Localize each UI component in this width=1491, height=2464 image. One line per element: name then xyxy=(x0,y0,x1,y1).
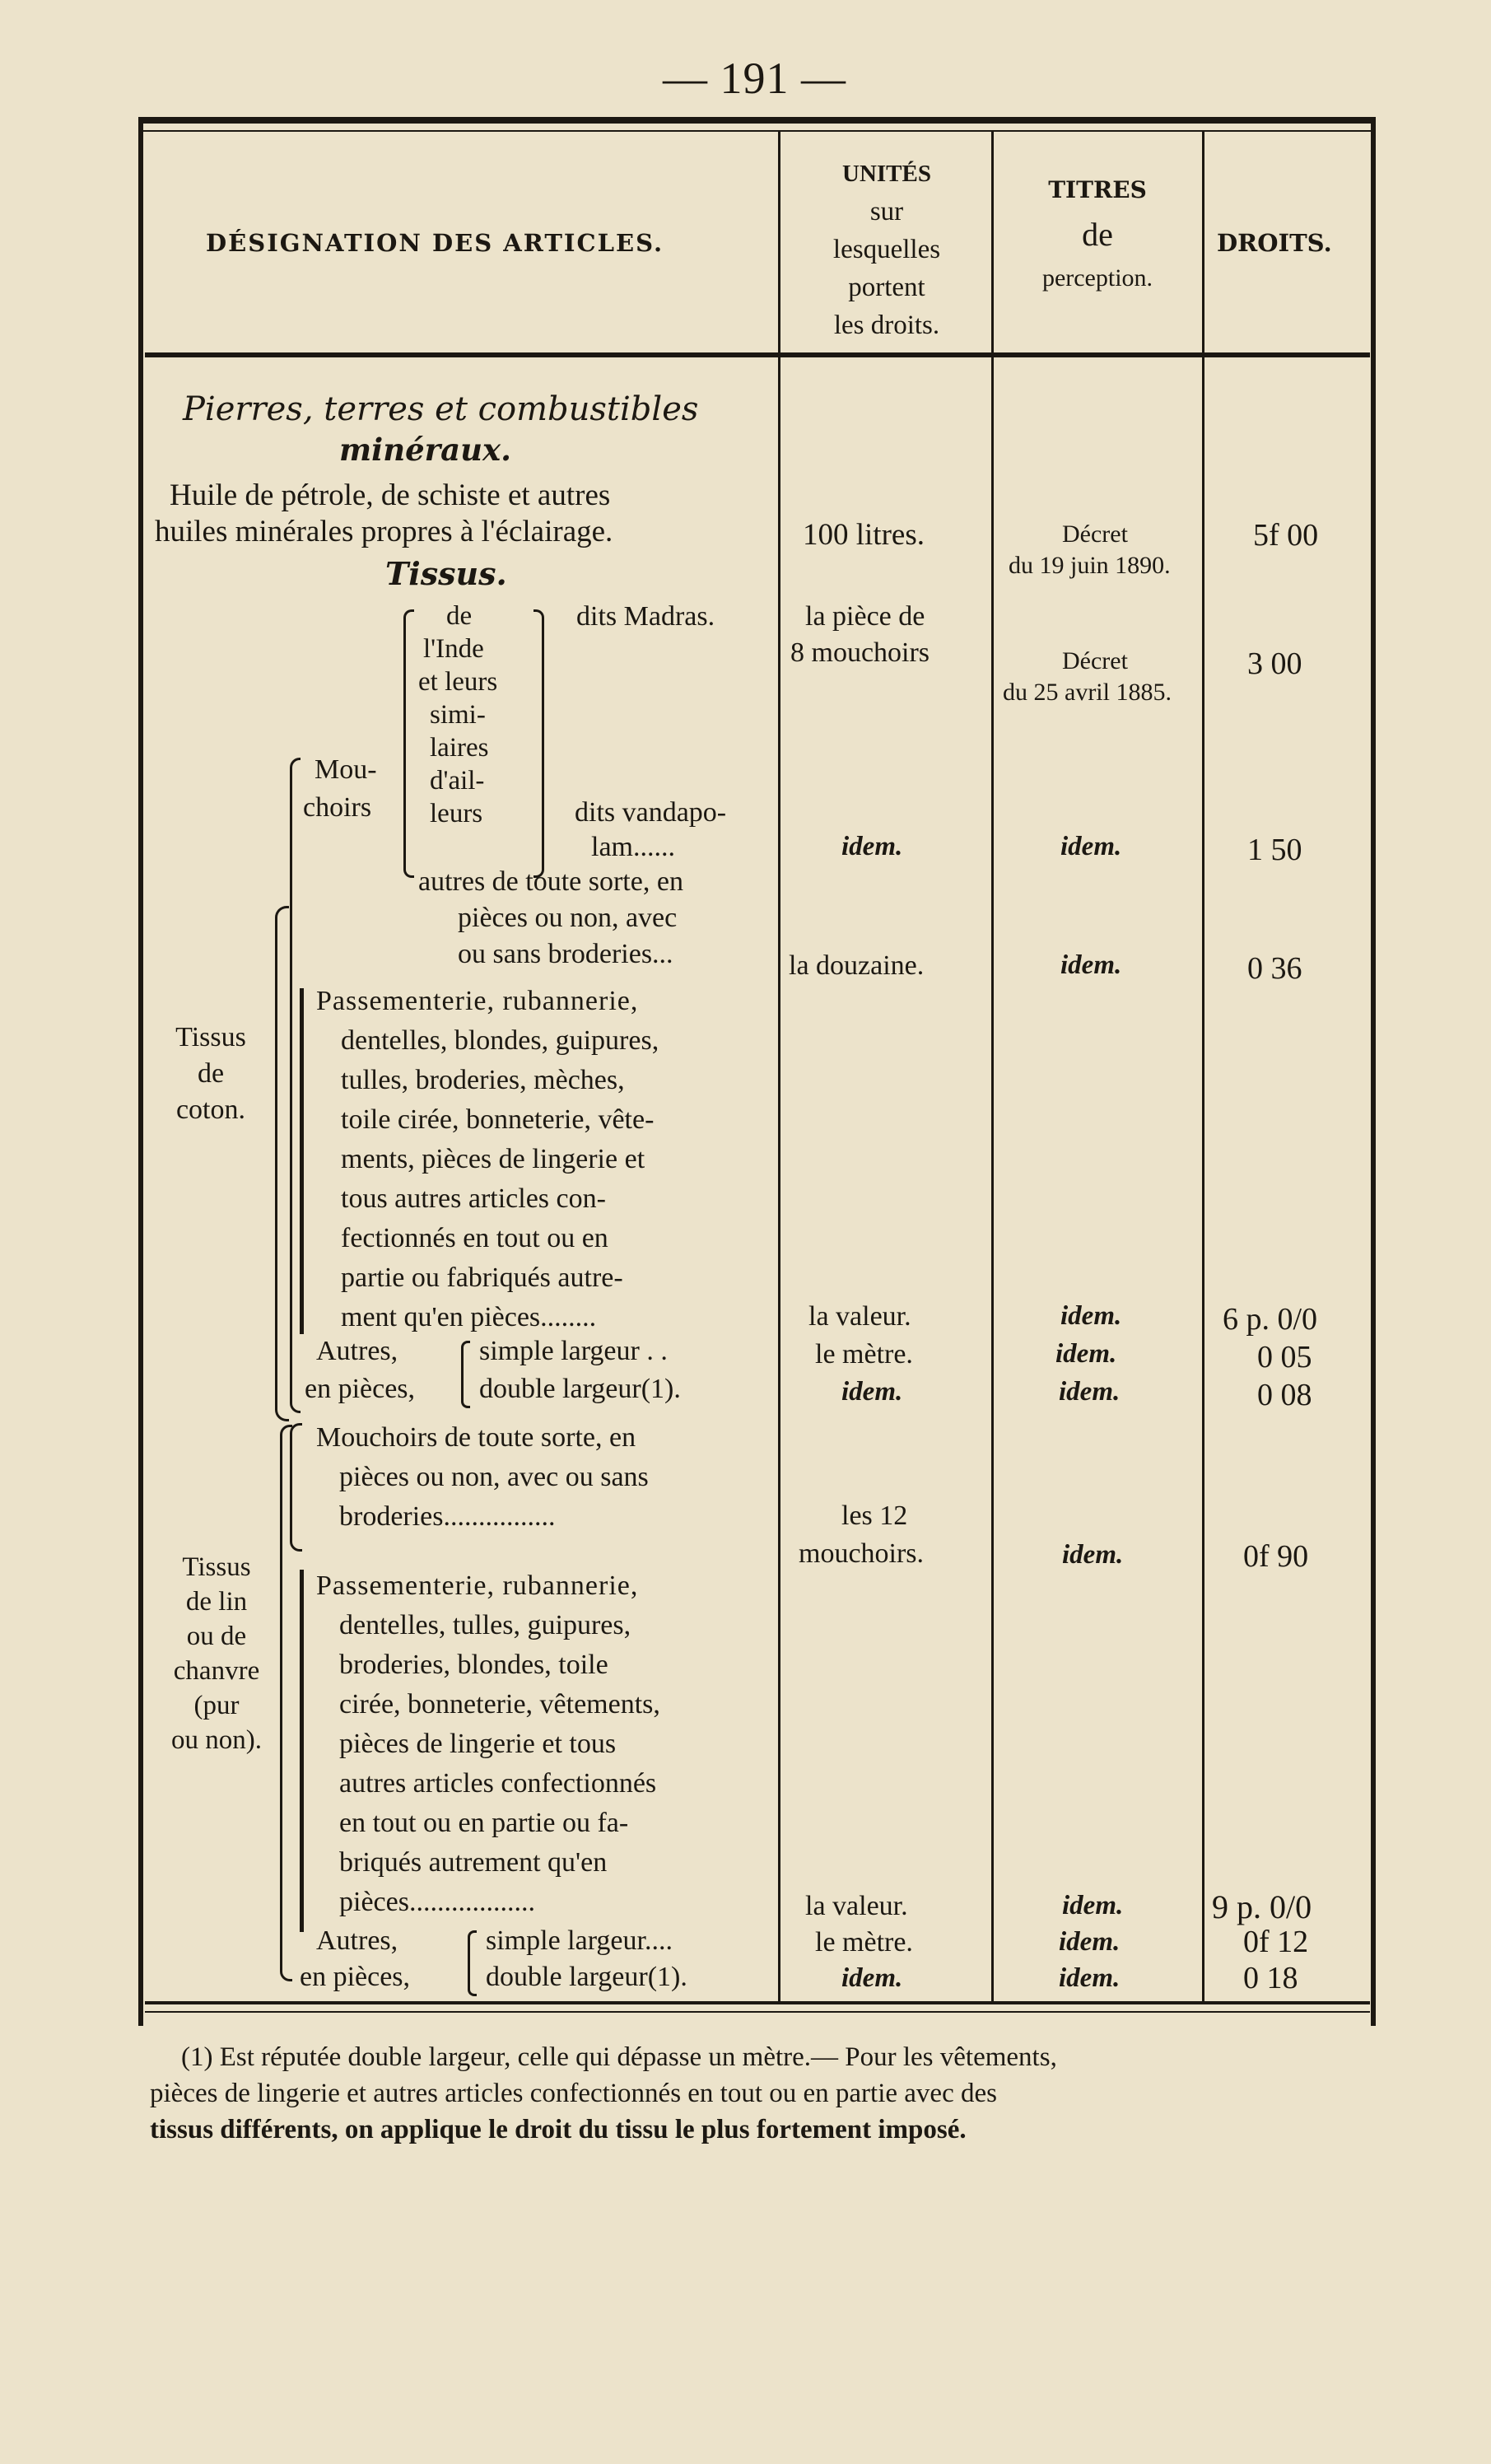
linen-mouchoirs-line: broderies................ xyxy=(339,1501,556,1532)
cotton-passementerie-line: dentelles, blondes, guipures, xyxy=(341,1025,659,1056)
linen-group-line: (pur xyxy=(193,1691,240,1720)
linen-duty: 0f 12 xyxy=(1243,1925,1309,1959)
header-titles-line: de xyxy=(1082,216,1113,253)
inde-line: simi- xyxy=(430,700,486,730)
cotton-passementerie-line: Passementerie, rubannerie, xyxy=(316,986,639,1016)
header-duties: DROITS. xyxy=(1217,229,1332,257)
footnote-line: (1) Est réputée double largeur, celle qui dépasse un mètre.— Pour les vêtements, xyxy=(181,2042,1057,2072)
header-units-line: UNITÉS xyxy=(842,161,931,187)
cotton-title: idem. xyxy=(1060,1301,1122,1331)
autres-mouchoirs: autres de toute sorte, en xyxy=(418,866,683,897)
cotton-title: idem. xyxy=(1055,1339,1117,1369)
cotton-unit: 8 mouchoirs xyxy=(790,637,930,668)
linen-unit: mouchoirs. xyxy=(799,1538,925,1569)
cotton-autres: en pièces, xyxy=(305,1374,416,1404)
section1-unit: 100 litres. xyxy=(803,518,925,552)
header-units-line: les droits. xyxy=(833,310,940,340)
cotton-unit: la pièce de xyxy=(805,601,925,632)
linen-unit: idem. xyxy=(841,1963,903,1993)
cotton-duty: 6 p. 0/0 xyxy=(1223,1302,1318,1337)
linen-title: idem. xyxy=(1059,1963,1121,1993)
linen-passementerie-line: pièces de lingerie et tous xyxy=(339,1729,617,1759)
cotton-title: Décret xyxy=(1062,647,1128,674)
cotton-duty: 0 36 xyxy=(1247,951,1302,986)
brace-cotton xyxy=(275,906,289,1421)
linen-passementerie-line: dentelles, tulles, guipures, xyxy=(339,1610,631,1640)
autres-mouchoirs: ou sans broderies... xyxy=(458,939,673,969)
linen-passementerie-line: Passementerie, rubannerie, xyxy=(316,1570,639,1601)
linen-passementerie-bar xyxy=(300,1570,304,1932)
section1-heading: Pierres, terres et combustibles xyxy=(183,390,699,428)
linen-simple-largeur: simple largeur.... xyxy=(486,1925,673,1956)
cotton-unit: la douzaine. xyxy=(789,950,925,981)
cotton-duty: 0 08 xyxy=(1257,1378,1312,1412)
inde-line: de xyxy=(446,601,473,631)
linen-group-line: ou non). xyxy=(171,1725,262,1755)
cotton-unit: idem. xyxy=(841,832,903,861)
autres-mouchoirs: pièces ou non, avec xyxy=(458,903,678,933)
header-units-line: lesquelles xyxy=(832,235,941,264)
linen-passementerie-line: en tout ou en partie ou fa- xyxy=(339,1808,629,1838)
cotton-title: idem. xyxy=(1059,1377,1121,1407)
header-titles-line: TITRES xyxy=(1048,176,1147,203)
section1-title: Décret xyxy=(1062,520,1128,548)
linen-group-line: chanvre xyxy=(173,1656,260,1686)
linen-passementerie-line: briqués autrement qu'en xyxy=(339,1847,608,1878)
linen-passementerie-line: cirée, bonneterie, vêtements, xyxy=(339,1689,660,1720)
vandapolam-label: lam...... xyxy=(591,832,675,862)
cotton-title: idem. xyxy=(1060,950,1122,980)
linen-passementerie xyxy=(316,1566,660,1922)
linen-passementerie-line: autres articles confectionnés xyxy=(339,1768,657,1799)
cotton-duty: 1 50 xyxy=(1247,833,1302,867)
linen-mouchoirs-line: pièces ou non, avec ou sans xyxy=(339,1462,649,1492)
cotton-unit: la valeur. xyxy=(808,1301,911,1332)
inde-line: l'Inde xyxy=(423,634,484,664)
linen-passementerie-line: broderies, blondes, toile xyxy=(339,1650,608,1680)
cotton-duty: 3 00 xyxy=(1247,646,1302,681)
linen-autres: Autres, xyxy=(316,1925,398,1956)
linen-group-line: ou de xyxy=(186,1622,247,1651)
vandapolam-label: dits vandapo- xyxy=(575,797,727,828)
cotton-passementerie-line: toile cirée, bonneterie, vête- xyxy=(341,1104,655,1135)
cotton-passementerie xyxy=(316,982,659,1337)
cotton-passementerie-bar xyxy=(300,988,304,1334)
header-titles-line: perception. xyxy=(1041,264,1153,292)
linen-double-largeur: double largeur(1). xyxy=(486,1962,687,1992)
linen-title: idem. xyxy=(1062,1891,1124,1920)
brace-inde-left xyxy=(403,609,414,878)
linen-duty: 9 p. 0/0 xyxy=(1212,1888,1312,1925)
linen-group-line: de lin xyxy=(185,1587,248,1617)
cotton-unit: le mètre. xyxy=(815,1339,913,1370)
linen-mouchoirs xyxy=(316,1418,649,1537)
inde-block xyxy=(418,600,497,830)
linen-unit: la valeur. xyxy=(805,1891,908,1921)
linen-autres: en pièces, xyxy=(300,1962,411,1992)
brace-inde-right xyxy=(533,609,544,878)
cotton-simple-largeur: simple largeur . . xyxy=(479,1336,668,1366)
cotton-group-line: de xyxy=(197,1058,225,1089)
cotton-duty: 0 05 xyxy=(1257,1340,1312,1374)
cotton-passementerie-line: ments, pièces de lingerie et xyxy=(341,1144,645,1174)
mouchoirs-label: Mou- xyxy=(315,754,377,785)
cotton-passementerie-line: fectionnés en tout ou en xyxy=(341,1223,608,1253)
header-units-line: portent xyxy=(848,273,925,302)
cotton-group-label xyxy=(161,1020,260,1128)
cotton-passementerie-line: ment qu'en pièces........ xyxy=(341,1302,597,1332)
linen-passementerie-line: pièces.................. xyxy=(339,1887,535,1917)
brace-linen xyxy=(280,1425,292,1981)
cotton-unit: idem. xyxy=(841,1377,903,1407)
inde-line: laires xyxy=(430,733,489,763)
cotton-title: idem. xyxy=(1060,832,1122,861)
brace-cotton-widths xyxy=(461,1341,470,1408)
section1-article: Huile de pétrole, de schiste et autres xyxy=(170,478,611,512)
linen-mouchoirs-line: Mouchoirs de toute sorte, en xyxy=(316,1422,636,1453)
cotton-group-line: coton. xyxy=(175,1094,246,1125)
linen-duty: 0f 90 xyxy=(1243,1539,1309,1574)
footnote-line: tissus différents, on applique le droit du tissu le plus fortement imposé. xyxy=(150,2115,967,2144)
header-titles xyxy=(995,169,1200,299)
cotton-group-line: Tissus xyxy=(175,1022,246,1052)
header-units-line: sur xyxy=(869,197,904,226)
cotton-passementerie-line: tulles, broderies, mèches, xyxy=(341,1065,625,1095)
section2-heading: Tissus. xyxy=(385,555,507,592)
linen-duty: 0 18 xyxy=(1243,1961,1298,1995)
footnote xyxy=(140,2039,1367,2148)
linen-unit: les 12 xyxy=(841,1500,908,1531)
footnote-line: pièces de lingerie et autres articles confectionnés en tout ou en partie avec des xyxy=(150,2079,997,2108)
section1-title: du 19 juin 1890. xyxy=(1009,552,1171,579)
cotton-autres: Autres, xyxy=(316,1336,398,1366)
cotton-passementerie-line: partie ou fabriqués autre- xyxy=(341,1262,623,1293)
inde-line: leurs xyxy=(430,799,483,828)
section1-heading: minéraux. xyxy=(339,432,511,468)
linen-group-label xyxy=(155,1550,278,1757)
cotton-passementerie-line: tous autres articles con- xyxy=(341,1183,606,1214)
header-units xyxy=(784,155,990,344)
section1-article: huiles minérales propres à l'éclairage. xyxy=(155,515,613,548)
header-designation: DÉSIGNATION DES ARTICLES. xyxy=(206,229,664,257)
linen-group-line: Tissus xyxy=(182,1552,251,1582)
cotton-double-largeur: double largeur(1). xyxy=(479,1374,681,1404)
linen-title: idem. xyxy=(1062,1540,1124,1570)
linen-unit: le mètre. xyxy=(815,1927,913,1958)
madras-label: dits Madras. xyxy=(576,601,715,632)
cotton-title: du 25 avril 1885. xyxy=(1003,679,1172,706)
mouchoirs-label: choirs xyxy=(303,792,372,823)
brace-linen-widths xyxy=(468,1930,477,1996)
linen-title: idem. xyxy=(1059,1927,1121,1957)
inde-line: et leurs xyxy=(418,667,498,697)
section1-duty: 5f 00 xyxy=(1253,518,1319,553)
inde-line: d'ail- xyxy=(430,766,485,796)
page-number: — 191 — xyxy=(663,54,846,103)
